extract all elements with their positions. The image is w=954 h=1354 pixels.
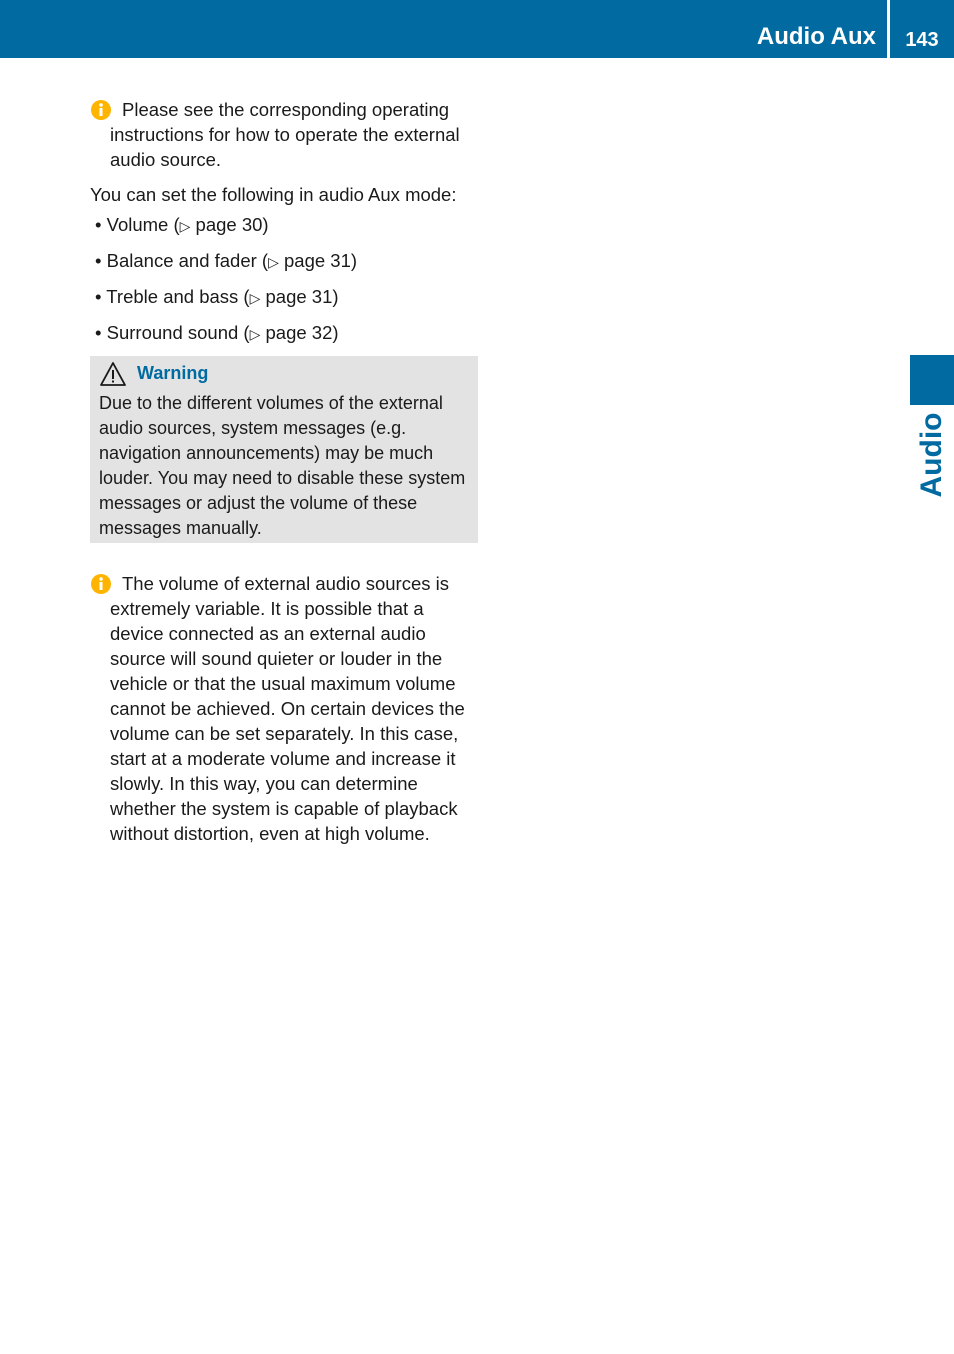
chapter-tab-marker [910,355,954,405]
section-title: Audio Aux [756,23,876,50]
page-reference-link[interactable]: page 31) [278,250,358,271]
list-item [90,212,478,239]
list-item-label: Treble and bass ( [106,286,250,307]
list-item-label: Surround sound ( [106,322,250,343]
header-bar [0,0,954,58]
list-item-label: Volume ( [106,214,180,235]
page-reference-link[interactable]: page 32) [260,322,339,343]
info-note-text: The volume of external audio sources is extremely variable. It is possible that a device connected as an external audio source will sound quieter or louder in the vehicle or that the usual maximum volume cannot be achieved. On certain devices the volume can be set separately. In this case, start at a moderate volume and increase it slowly. In this way, you can determine whether the system is capable of playback without distortion, even at high volume. [110,573,465,844]
page-ref-arrow-icon: ▷ [249,326,261,342]
page-reference-link[interactable]: page 31) [260,286,339,307]
info-note [90,97,478,172]
list-item [90,284,478,311]
settings-list [90,212,478,347]
bullet: • [95,286,102,307]
warning-triangle-icon [99,361,127,387]
info-icon [90,573,112,595]
page-reference-link[interactable]: page 30) [190,214,269,235]
warning-box [90,356,478,543]
bullet: • [95,250,102,271]
page-number: 143 [905,29,939,51]
info-note-text: Please see the corresponding operating instructions for how to operate the external audio source. [110,99,460,170]
warning-title: Warning [137,363,209,383]
list-item [90,320,478,347]
chapter-tab-label: Audio [915,412,948,498]
bullet: • [95,214,102,235]
page-ref-arrow-icon: ▷ [268,254,279,270]
info-note [90,571,478,846]
list-item-label: Balance and fader ( [106,250,269,271]
intro-paragraph: You can set the following in audio Aux mode: [90,184,457,205]
list-item [90,248,478,275]
info-icon [90,99,112,121]
bullet: • [95,322,102,343]
main-column [90,97,478,846]
page-ref-arrow-icon: ▷ [249,290,261,306]
warning-header [99,361,469,386]
page-ref-arrow-icon: ▷ [179,218,191,234]
warning-text: Due to the different volumes of the external audio sources, system messages (e.g. navigation announcements) may be much louder. You may need to disable these system messages or adjust the volume of these messages manually. [99,393,466,538]
